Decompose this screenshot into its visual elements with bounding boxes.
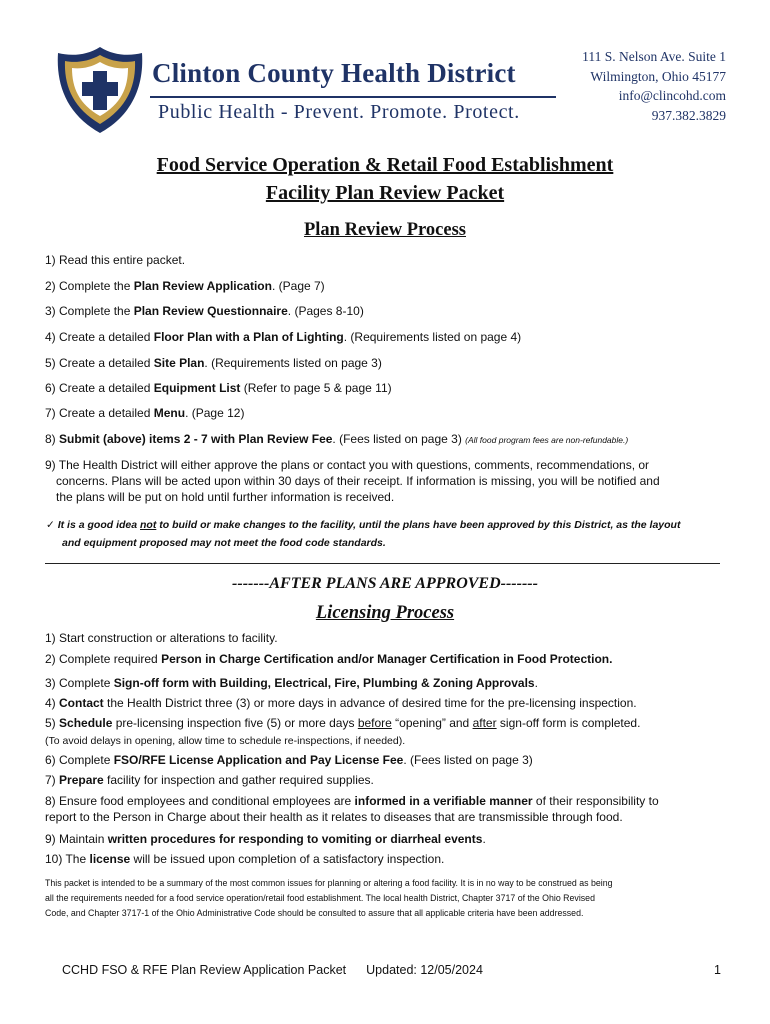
organization-name: Clinton County Health District (152, 58, 516, 88)
license-step-8: 8) Ensure food employees and conditional employees are informed in a verifiable manner of their responsibility to report to the Person in Charge about their health as it relates to diseases that are transmissible through food. (45, 794, 659, 824)
address-line-1: 111 S. Nelson Ave. Suite 1 (582, 49, 726, 64)
plan-review-section-title: Plan Review Process (303, 220, 466, 240)
plan-step-9: 9) The Health District will either approve the plans or contact you with questions, comments, recommendations, or concerns. Plans will be acted upon within 30 days of their receipt. If information is missing, you will be notified and the plans will be put on hold until further information is received. (45, 458, 660, 504)
contact-block (540, 47, 726, 125)
footer-document-name: CCHD FSO & RFE Plan Review Application Packet (62, 963, 347, 977)
plan-step-2: 2) Complete the Plan Review Application. (Page 7) (45, 279, 325, 293)
shield-logo-icon (54, 44, 146, 136)
footer-updated-date: Updated: 12/05/2024 (366, 963, 483, 977)
license-step-4: 4) Contact the Health District three (3) or more days in advance of desired time for the pre-licensing inspection. (45, 696, 637, 710)
plan-step-7: 7) Create a detailed Menu. (Page 12) (45, 406, 245, 420)
license-step-6: 6) Complete FSO/RFE License Application and Pay License Fee. (Fees listed on page 3) (45, 753, 533, 767)
plan-step-5: 5) Create a detailed Site Plan. (Requirements listed on page 3) (45, 356, 382, 370)
document-title-line-2: Facility Plan Review Packet (265, 182, 505, 204)
license-step-2: 2) Complete required Person in Charge Certification and/or Manager Certification in Food Protection. (45, 652, 613, 666)
license-step-7: 7) Prepare facility for inspection and gather required supplies. (45, 773, 374, 787)
plan-step-4: 4) Create a detailed Floor Plan with a Plan of Lighting. (Requirements listed on page 4) (45, 330, 522, 344)
license-step-5: 5) Schedule pre-licensing inspection five (5) or more days before “opening” and after sign-off form is completed. (45, 716, 641, 730)
licensing-section-title: Licensing Process (315, 603, 455, 623)
section-divider (45, 563, 720, 564)
checkmark-icon: ✓ (46, 519, 55, 531)
license-step-9: 9) Maintain written procedures for responding to vomiting or diarrheal events. (45, 832, 486, 846)
page-number: 1 (714, 963, 721, 977)
document-title-line-1: Food Service Operation & Retail Food Establishment (156, 154, 614, 176)
license-step-1: 1) Start construction or alterations to facility. (45, 631, 278, 645)
page-footer (62, 963, 483, 977)
plan-step-6: 6) Create a detailed Equipment List (Refer to page 5 & page 11) (45, 381, 392, 395)
organization-tagline: Public Health - Prevent. Promote. Protect. (158, 101, 520, 123)
license-step-10: 10) The license will be issued upon completion of a satisfactory inspection. (45, 852, 445, 866)
email-address: info@clincohd.com (618, 88, 726, 103)
after-approval-banner: -------AFTER PLANS ARE APPROVED------- (232, 575, 538, 592)
license-step-5-note: (To avoid delays in opening, allow time to schedule re-inspections, if needed). (45, 735, 406, 747)
plan-step-1: 1) Read this entire packet. (45, 253, 186, 267)
license-step-3: 3) Complete Sign-off form with Building, Electrical, Fire, Plumbing & Zoning Approvals. (45, 676, 538, 690)
address-line-2: Wilmington, Ohio 45177 (590, 68, 726, 84)
header-divider (150, 96, 556, 98)
approval-advice-note: ✓ It is a good idea not to build or make changes to the facility, until the plans have been approved by this District, as the layout and equipment proposed may not meet the food code standards. (46, 519, 681, 549)
disclaimer-paragraph: This packet is intended to be a summary of the most common issues for planning or altering a food facility. It is in no way to be construed as being all the requirements needed for a food service operation/retail food establishment. The local health District, Chapter 3717 of the Ohio Revised Code, and Chapter 3717-1 of the Ohio Administrative Code should be consulted to assure that all applicable criteria have been addressed. (45, 878, 613, 918)
plan-step-3: 3) Complete the Plan Review Questionnaire. (Pages 8-10) (45, 304, 364, 318)
plan-step-8: 8) Submit (above) items 2 - 7 with Plan Review Fee. (Fees listed on page 3) (All food program fees are non-refundable.) (45, 432, 629, 446)
phone-number: 937.382.3829 (651, 107, 726, 123)
